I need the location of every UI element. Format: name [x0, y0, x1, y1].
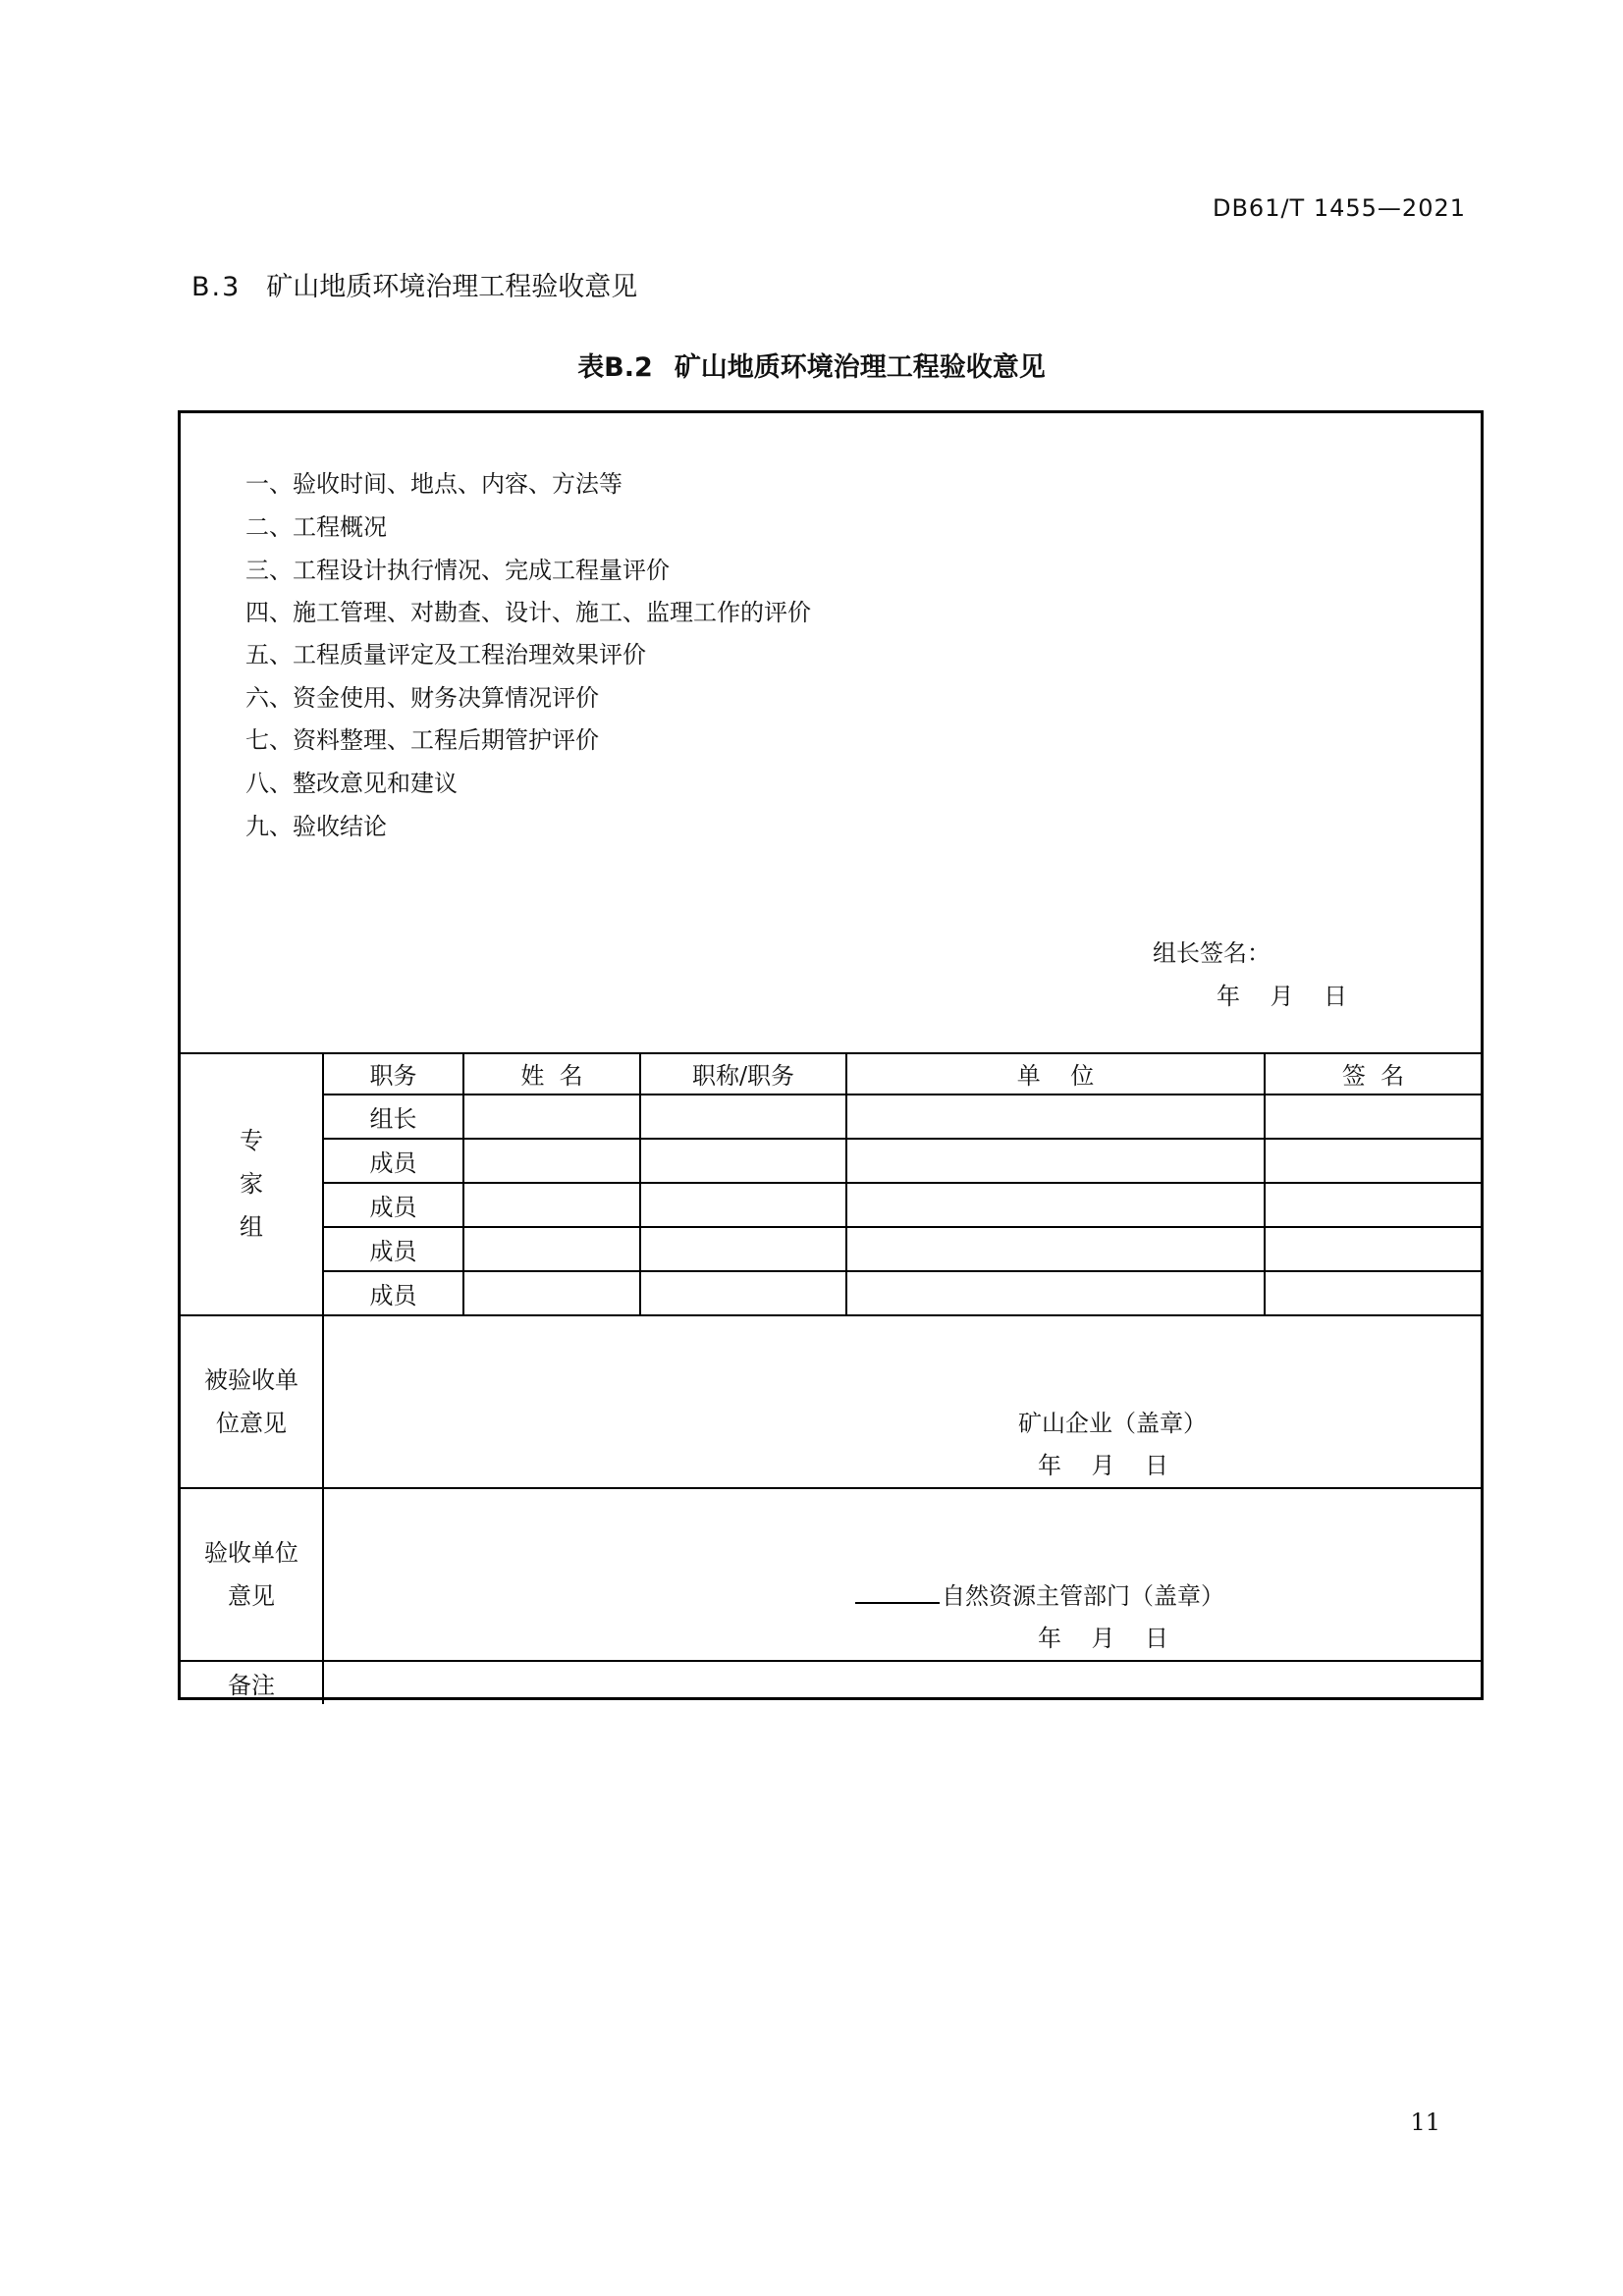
opinion-item: 六、资金使用、财务决算情况评价	[245, 684, 599, 712]
opinion-item: 八、整改意见和建议	[245, 770, 458, 797]
table-number: 表B.2	[577, 352, 653, 383]
expert-group-label-line: 专	[240, 1126, 263, 1154]
page-number: 11	[1410, 2109, 1440, 2136]
accepted-unit-date: 年 月 日	[1038, 1452, 1169, 1479]
accepted-unit-label-line: 被验收单	[204, 1366, 298, 1394]
accepted-unit-label-line: 位意见	[216, 1410, 287, 1437]
opinion-item: 七、资料整理、工程后期管护评价	[245, 726, 599, 754]
column-header-title: 职称/职务	[640, 1052, 846, 1095]
name-cell[interactable]	[463, 1139, 640, 1183]
opinion-item: 四、施工管理、对勘查、设计、施工、监理工作的评价	[245, 599, 811, 626]
table-row	[181, 1271, 1481, 1315]
name-cell[interactable]	[463, 1183, 640, 1227]
accepted-unit-label	[181, 1315, 323, 1488]
opinion-item: 一、验收时间、地点、内容、方法等	[245, 470, 622, 498]
unit-cell[interactable]	[846, 1227, 1265, 1271]
name-cell[interactable]	[463, 1227, 640, 1271]
opinion-item: 五、工程质量评定及工程治理效果评价	[245, 641, 646, 668]
opinion-item: 三、工程设计执行情况、完成工程量评价	[245, 557, 670, 584]
signature-cell[interactable]	[1265, 1139, 1481, 1183]
signature-cell[interactable]	[1265, 1227, 1481, 1271]
accepting-unit-date: 年 月 日	[1038, 1625, 1169, 1652]
signature-cell[interactable]	[1265, 1095, 1481, 1139]
mining-enterprise-stamp: 矿山企业（盖章）	[1018, 1410, 1207, 1437]
table-caption	[0, 346, 1623, 384]
signature-cell[interactable]	[1265, 1183, 1481, 1227]
natural-resources-stamp	[855, 1576, 1224, 1611]
section-heading	[191, 265, 637, 303]
table-row	[181, 1139, 1481, 1183]
column-header-role: 职务	[323, 1052, 463, 1095]
unit-cell[interactable]	[846, 1139, 1265, 1183]
section-title: 矿山地质环境治理工程验收意见	[266, 272, 638, 302]
accepting-unit-opinion[interactable]	[323, 1488, 1481, 1661]
remarks-label: 备注	[181, 1661, 323, 1704]
leader-signature-label: 组长签名：	[1153, 939, 1271, 967]
role-cell: 成员	[323, 1183, 463, 1227]
expert-table	[181, 1052, 1481, 1704]
table-title: 矿山地质环境治理工程验收意见	[674, 352, 1046, 383]
name-cell[interactable]	[463, 1095, 640, 1139]
table-row	[181, 1227, 1481, 1271]
table-row	[181, 1183, 1481, 1227]
column-header-name: 姓 名	[463, 1052, 640, 1095]
role-cell: 成员	[323, 1139, 463, 1183]
table-row	[181, 1095, 1481, 1139]
leader-signature-date: 年 月 日	[1217, 983, 1348, 1010]
name-cell[interactable]	[463, 1271, 640, 1315]
expert-group-label	[181, 1052, 323, 1315]
role-cell: 成员	[323, 1271, 463, 1315]
title-cell[interactable]	[640, 1095, 846, 1139]
column-header-signature: 签 名	[1265, 1052, 1481, 1095]
unit-cell[interactable]	[846, 1271, 1265, 1315]
column-header-unit: 单 位	[846, 1052, 1265, 1095]
opinion-item: 九、验收结论	[245, 813, 387, 840]
accepting-unit-label-line: 意见	[228, 1582, 275, 1610]
expert-group-label-line: 家	[240, 1169, 263, 1198]
expert-group-label-line: 组	[240, 1212, 263, 1241]
signature-cell[interactable]	[1265, 1271, 1481, 1315]
remarks-cell[interactable]	[323, 1661, 1481, 1704]
title-cell[interactable]	[640, 1227, 846, 1271]
opinion-item: 二、工程概况	[245, 513, 387, 541]
unit-cell[interactable]	[846, 1183, 1265, 1227]
accepting-unit-label-line: 验收单位	[204, 1539, 298, 1567]
role-cell: 组长	[323, 1095, 463, 1139]
natural-resources-stamp-label: 自然资源主管部门（盖章）	[942, 1582, 1224, 1610]
accepted-unit-opinion[interactable]	[323, 1315, 1481, 1488]
accepting-unit-label	[181, 1488, 323, 1661]
doc-code: DB61/T 1455—2021	[1212, 194, 1466, 222]
section-number: B.3	[191, 272, 242, 302]
title-cell[interactable]	[640, 1183, 846, 1227]
acceptance-form	[178, 410, 1484, 1700]
title-cell[interactable]	[640, 1271, 846, 1315]
unit-cell[interactable]	[846, 1095, 1265, 1139]
department-blank[interactable]	[855, 1580, 940, 1604]
role-cell: 成员	[323, 1227, 463, 1271]
opinion-box	[181, 413, 1481, 1054]
title-cell[interactable]	[640, 1139, 846, 1183]
